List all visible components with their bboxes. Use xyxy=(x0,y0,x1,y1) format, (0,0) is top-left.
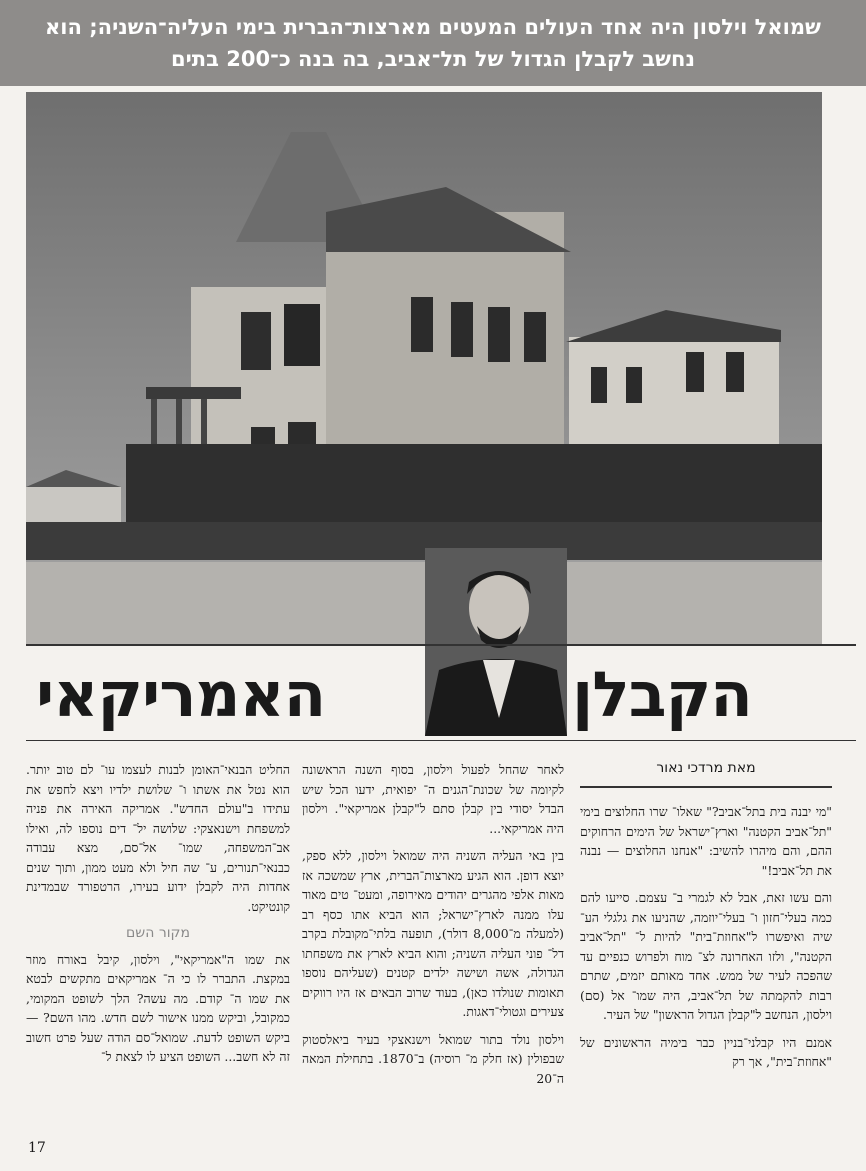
header-line-1: שמואל וילסון היה אחד העולים המעטים מארצות־הברית בימי העליה־השניה; הוא xyxy=(45,15,821,39)
paragraph: וילסון נולד בתור שמואל וישנאצקי בעיר ביאלסטוק שבפולין (אז חלק מ־ רוסיה) ב־1870. בתחילת המאה ה־20 xyxy=(302,1031,564,1086)
paragraph: לאחר שהחל לפעול וילסון, בסוף השנה הראשונה לקיומה של שכונת־הגנים ה־ יפואית, ידעו הכל שיש הבדל יסודי בין קבלן סתם ל"קבלן אמריקאי". וילסון היה אמריקאי... xyxy=(302,762,564,836)
column-middle xyxy=(302,760,564,1096)
photo-bottom-rule xyxy=(26,644,856,646)
section-subhead: מקור השם xyxy=(126,925,190,941)
header-line-2: נחשב לקבלן הגדול של תל־אביב, בה בנה כ־200 בתים xyxy=(171,47,695,71)
title-word-1: הקבלן xyxy=(572,658,752,731)
paragraph: את שמו ה"אמריקאי", וילסון, קיבל באורח מוזר במקצת. התברר לו כי ה־ אמריקאים מתקשים לבטא את שמו ה־ קודם. מה עשה? הלך לשופט המקומי, כמקובל, וביקש ממנו אישור לשם חדש. מהו השם? — ביקש השופט לדעת. שמואל־סם הודה שעל פרט חשוב זה לא חשב... השופט הציע לו לצאת ל־ xyxy=(26,951,290,1064)
paragraph: והם עשו זאת, אבל לא לגמרי ב־ עצמם. סייעו להם כמה בעלי־חזון ו־ בעלי־יוזמה, שהניעו את גלגלי הע־ שיה ואיפשרו ל"אחוזת־בית" להיות ל־ "תל־אביב הקטנה", ולזו האחרונה לצ־ מוח ולפרוש כנפיים עד שהפכה לעיר של ממש. אחד מאותם יזמים, שתרם רבות להקמתה של תל־אביב, היה שמו־ אל (סם) וילסון, הנחשב ל"קבלן הגדול הראשון" של העיר. xyxy=(580,890,832,1022)
paragraph: אמנם היו קבלני־בניין כבר בימיה הראשונים של "אחוזת־בית", אך רק xyxy=(580,1034,832,1069)
page-number: 17 xyxy=(28,1140,46,1156)
title-bottom-rule xyxy=(26,740,856,741)
building-photo xyxy=(26,92,822,644)
building-photo-illustration xyxy=(26,92,822,644)
byline: מאת מרדכי נאור xyxy=(656,760,756,776)
header-banner xyxy=(0,0,866,86)
portrait-photo xyxy=(425,548,567,736)
column-left xyxy=(26,760,290,1075)
column-right xyxy=(580,802,832,1080)
paragraph: בין באי העליה השניה היה שמואל וילסון, ללא ספק, יוצא דופן. הוא הגיע מארצות־הברית, ארץ שמשכה אז מאות אלפי מהגרים יהודים מאירופה, ומעט־ טים מאוד עלו ממנה לארץ־ישראל; הוא הביא אתו כסף רב (למעלה מ־8,000 דולר), תופעה בלתי־מקובלת בקרב דל־ פוני העליה השניה; והוא הביא לארץ את משפחתו הגדולה, אשה ושישה ילדים קטנים (שעליהם נוספו תאומות שנולדו כאן), בעוד שרוב הבאים אז היו רווקים צעירים וגטולי־דאגות. xyxy=(302,848,565,1019)
portrait-illustration xyxy=(425,548,567,736)
title-word-2: האמריקאי xyxy=(36,658,326,731)
paragraph: "מי יבנה בית בתל־אביב?" שאלו־ שרו החלוצים בימי "תל־אביב הקטנה" וארץ־ישראל של הימים הרחוקים ההם, והם מיהרו להשיב: "אנחנו החלוצים — נבנה את תל־אביב!" xyxy=(580,804,832,878)
byline-rule xyxy=(580,786,832,788)
paragraph: החליט הבנאי־האומן לבנות לעצמו עו־ לם טוב יותר. הוא נטל את אשתו ו־ שלושת ילדיו ויצא לחפש את עתידו ב"עולם החדש". אמריקה האירה את פניה למשפחת וישנאצקי: שלושה יל־ דים נוספו לה, ואילו אב־המשפחה, שמו־ אל־סם, מצא עבודה כבנאי־תנורים, ע־ שה חיל ולא מעט ממון, ותוך שנים אחדות היה לקבלן ידוע בעירו, הרטפורד שבמדינת קונטיקט. xyxy=(26,762,290,914)
